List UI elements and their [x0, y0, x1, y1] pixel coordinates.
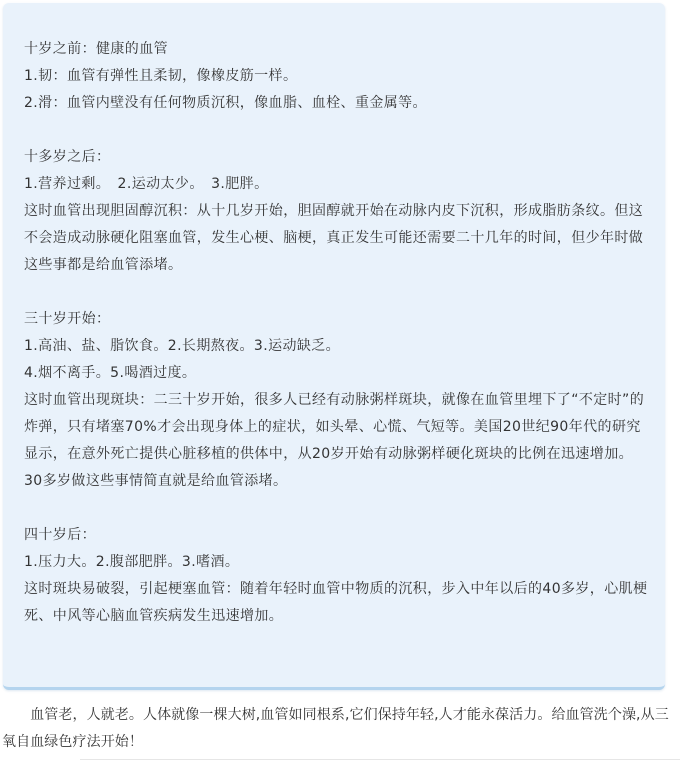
- section-heading-thirties: 三十岁开始：: [24, 311, 111, 327]
- line: 1.韧：血管有弹性且柔韧，像橡皮筋一样。: [24, 68, 298, 84]
- section-heading-forties: 四十岁后：: [24, 527, 96, 543]
- paragraph: 这时血管出现斑块：二三十岁开始，很多人已经有动脉粥样斑块，就像在血管里埋下了“不定时”的炸弹，只有堵塞70%才会出现身体上的症状，如头晕、心慌、气短等。美国20世纪90年代的研究显示，在意外死亡提供心脏移植的供体中，从20岁开始有动脉粥样硬化斑块的比例在迅速增加。 30多岁做这些事情简直就是给血管添堵。: [24, 392, 645, 489]
- info-card: [3, 3, 665, 690]
- line: 4.烟不离手。5.喝酒过度。: [24, 365, 197, 381]
- card-content: [24, 36, 652, 630]
- line: 1.营养过剩。 2.运动太少。 3.肥胖。: [24, 176, 269, 192]
- divider: [80, 759, 680, 760]
- line: 1.压力大。2.腹部肥胖。3.嗜酒。: [24, 554, 240, 570]
- section-heading-teens: 十多岁之后：: [24, 149, 111, 165]
- line: 2.滑：血管内壁没有任何物质沉积，像血脂、血栓、重金属等。: [24, 95, 427, 111]
- spacer: [24, 495, 652, 522]
- line: 1.高油、盐、脂饮食。2.长期熬夜。3.运动缺乏。: [24, 338, 341, 354]
- paragraph: 这时斑块易破裂，引起梗塞血管：随着年轻时血管中物质的沉积，步入中年以后的40多岁，心肌梗死、中风等心脑血管疾病发生迅速增加。: [24, 581, 648, 624]
- closing-paragraph: 血管老，人就老。人体就像一棵大树,血管如同根系,它们保持年轻,人才能永葆活力。给血管洗个澡,从三氧自血绿色疗法开始！: [2, 707, 669, 750]
- paragraph: 这时血管出现胆固醇沉积：从十几岁开始，胆固醇就开始在动脉内皮下沉积，形成脂肪条纹。但这不会造成动脉硬化阻塞血管，发生心梗、脑梗，真正发生可能还需要二十几年的时间，但少年时做这些事都是给血管添堵。: [24, 203, 644, 273]
- spacer: [24, 117, 652, 144]
- spacer: [24, 279, 652, 306]
- section-heading-under-ten: 十岁之前：健康的血管: [24, 41, 168, 57]
